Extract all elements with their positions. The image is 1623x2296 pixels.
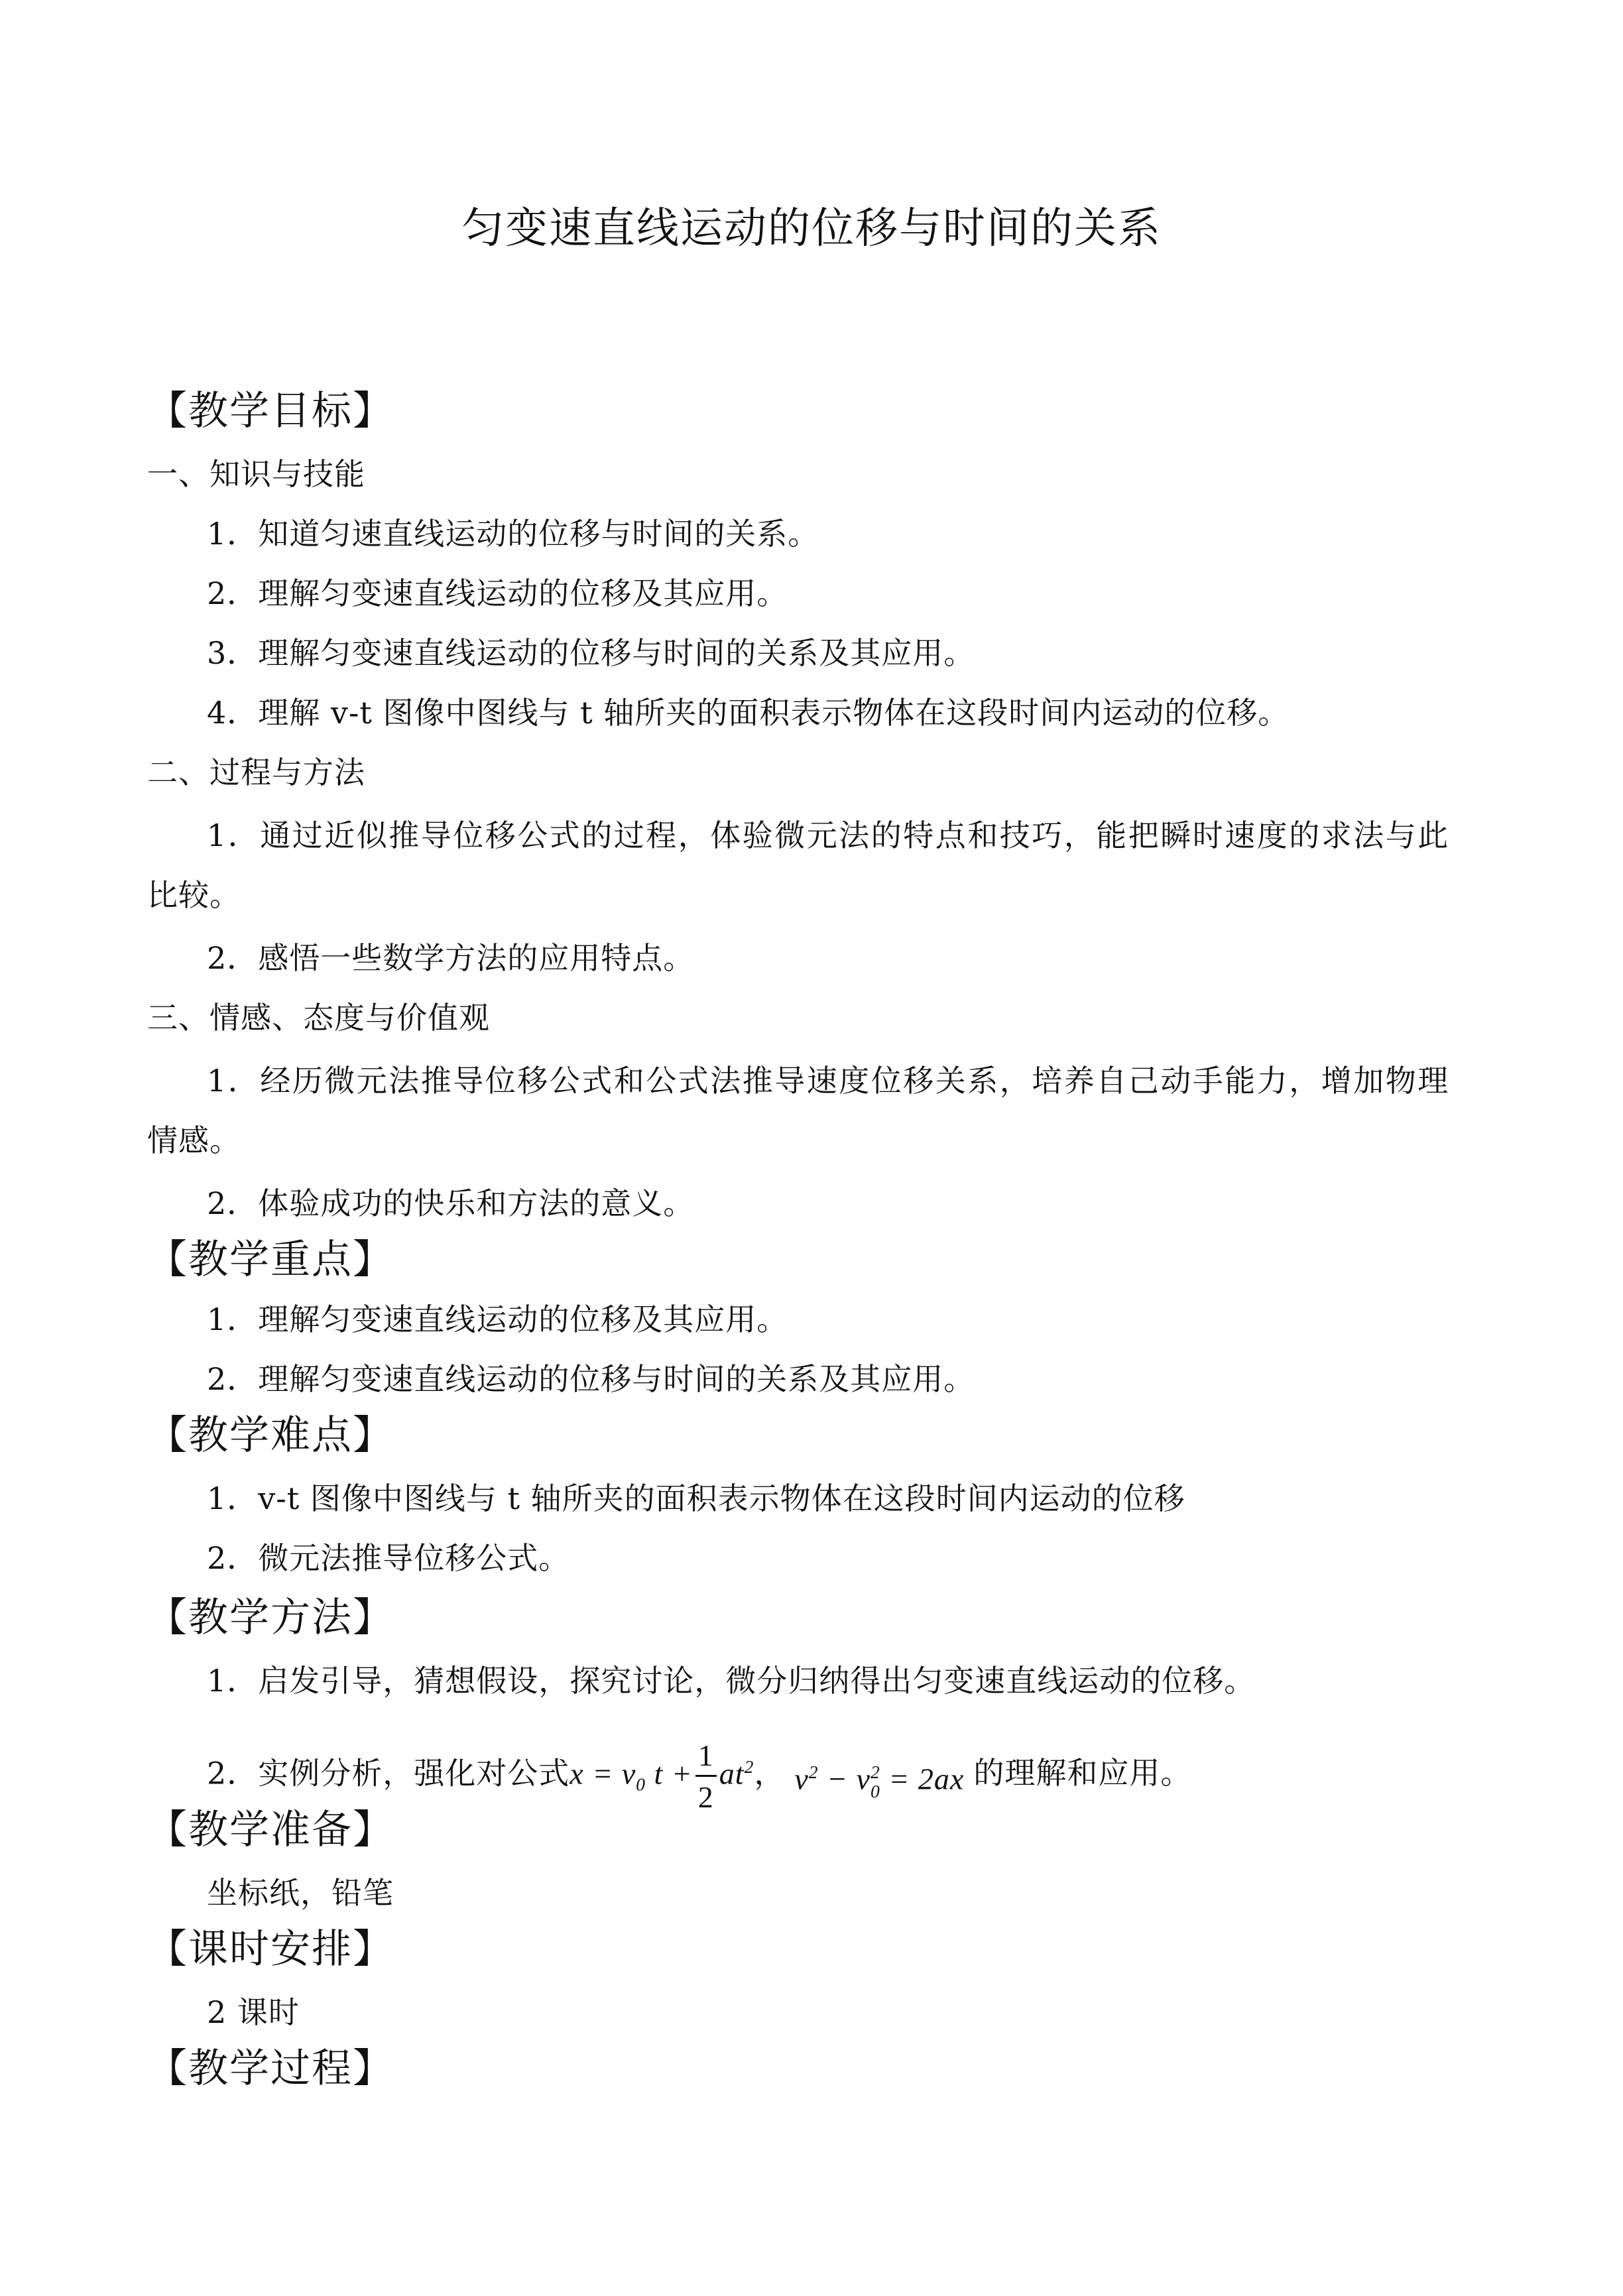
process-item-1-line-2: 比较。 xyxy=(147,877,241,913)
preparation-text: 坐标纸，铅笔 xyxy=(207,1875,394,1911)
difficulties-heading: 【教学难点】 xyxy=(147,1412,394,1459)
emotion-item-1-line-2: 情感。 xyxy=(147,1122,241,1158)
emotion-item-1-line-1: 1．经历微元法推导位移公式和公式法推导速度位移关系，培养自己动手能力，增加物理 xyxy=(207,1063,1450,1099)
method-item-2-separator: ， xyxy=(754,1755,786,1791)
knowledge-item-2: 2．理解匀变速直线运动的位移及其应用。 xyxy=(207,575,788,611)
method-item-2-suffix: 的理解和应用。 xyxy=(973,1755,1192,1791)
velocity-displacement-formula: $v^2 - v$ 2 0 = 2ax xyxy=(794,1761,965,1801)
emotion-item-2: 2．体验成功的快乐和方法的意义。 xyxy=(207,1185,695,1221)
preparation-heading: 【教学准备】 xyxy=(147,1807,394,1853)
one-half-fraction: $\frac{1}{2}$ xyxy=(695,1740,717,1813)
method-item-2 xyxy=(207,1721,1191,1813)
key-point-item-1: 1．理解匀变速直线运动的位移及其应用。 xyxy=(207,1301,788,1337)
key-point-item-2: 2．理解匀变速直线运动的位移与时间的关系及其应用。 xyxy=(207,1361,975,1397)
knowledge-item-1: 1．知道匀速直线运动的位移与时间的关系。 xyxy=(207,516,819,552)
schedule-text: 2 课时 xyxy=(207,1994,300,2030)
knowledge-skills-label: 一、知识与技能 xyxy=(147,456,365,492)
difficulty-item-1: 1．v-t 图像中图线与 t 轴所夹的面积表示物体在这段时间内运动的位移 xyxy=(207,1480,1185,1516)
schedule-heading: 【课时安排】 xyxy=(147,1926,394,1972)
knowledge-item-3: 3．理解匀变速直线运动的位移与时间的关系及其应用。 xyxy=(207,635,975,671)
teaching-process-heading: 【教学过程】 xyxy=(147,2045,394,2092)
method-item-1: 1．启发引导，猜想假设，探究讨论，微分归纳得出匀变速直线运动的位移。 xyxy=(207,1663,1256,1699)
knowledge-item-4: 4．理解 v-t 图像中图线与 t 轴所夹的面积表示物体在这段时间内运动的位移。 xyxy=(207,695,1290,731)
document-title: 匀变速直线运动的位移与时间的关系 xyxy=(461,204,1162,253)
difficulty-item-2: 2．微元法推导位移公式。 xyxy=(207,1540,570,1576)
key-points-heading: 【教学重点】 xyxy=(147,1237,394,1283)
method-item-2-prefix: 2．实例分析，强化对公式 xyxy=(207,1755,570,1791)
methods-heading: 【教学方法】 xyxy=(147,1595,394,1641)
displacement-formula: $x = v_0$ t + $\frac{1}{2}$ $at^2$ xyxy=(570,1738,754,1815)
process-item-2: 2．感悟一些数学方法的应用特点。 xyxy=(207,940,695,976)
process-method-label: 二、过程与方法 xyxy=(147,755,365,790)
process-item-1-line-1: 1．通过近似推导位移公式的过程，体验微元法的特点和技巧，能把瞬时速度的求法与此 xyxy=(207,817,1450,853)
emotion-attitude-label: 三、情感、态度与价值观 xyxy=(147,1000,490,1036)
objectives-heading: 【教学目标】 xyxy=(147,388,394,434)
